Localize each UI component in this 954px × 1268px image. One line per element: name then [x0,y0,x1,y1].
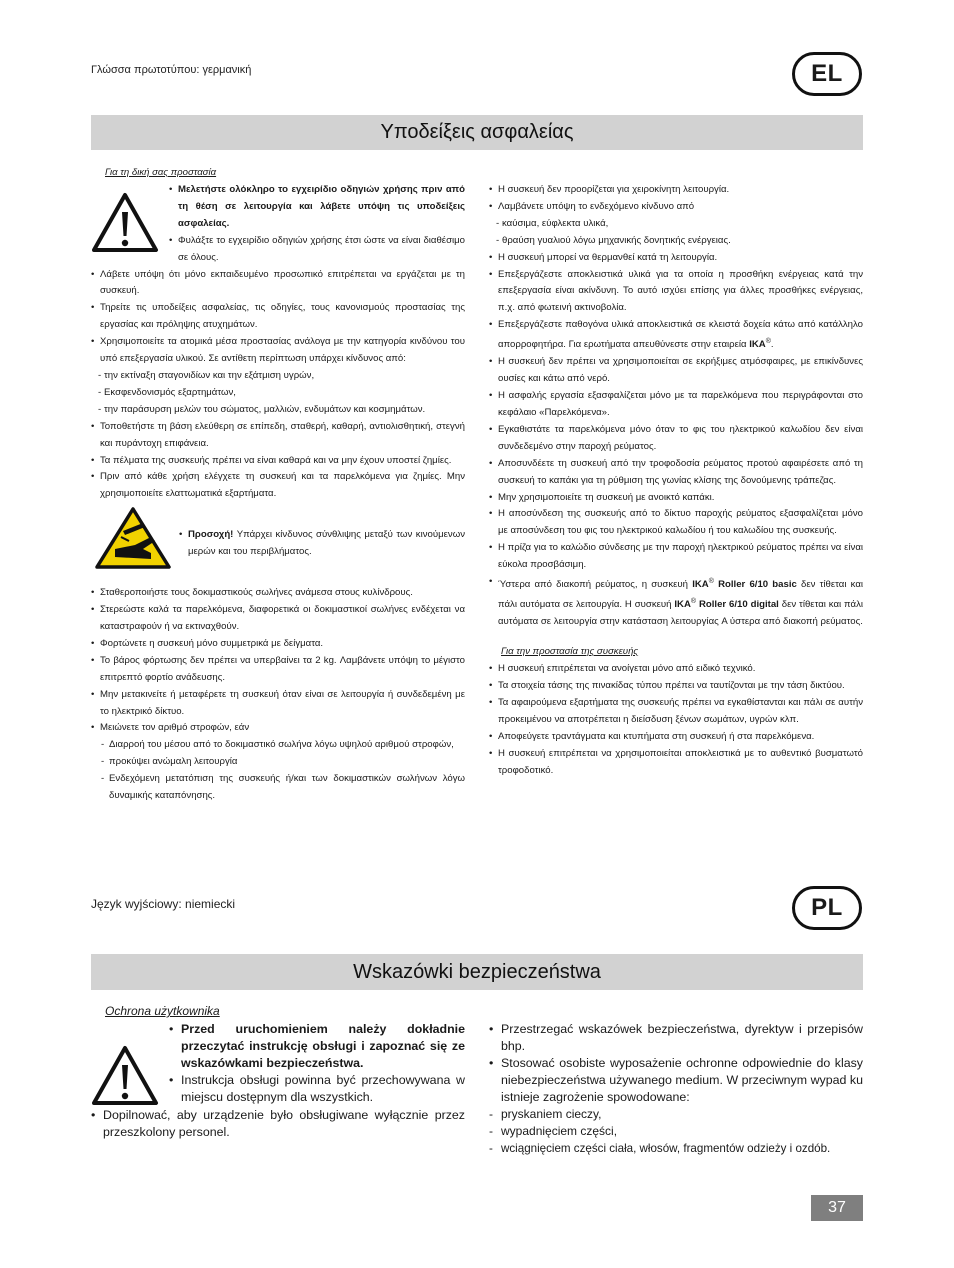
list-item: • Η συσκευή επιτρέπεται να χρησιμοποιείται αποκλειστικά με το αυθεντικό βυσματωτό τροφοδοτικό. [489,746,863,780]
list-item: • Η ασφαλής εργασία εξασφαλίζεται μόνο με τα παρελκόμενα που περιγράφονται στο κεφάλαιο «Παρελκόμενα». [489,388,863,422]
list-subitem: - Διαρροή του μέσου από το δοκιμαστικό σωλήνα λόγω υψηλού αριθμού στροφών, [91,737,465,754]
list-subitem: - προκύψει ανώμαλη λειτουργία [91,754,465,771]
list-item: • Τηρείτε τις υποδείξεις ασφαλείας, τις οδηγίες, τους κανονισμούς προστασίας της εργασίας και πρόληψης ατυχημάτων. [91,300,465,334]
list-item: • Przestrzegać wskazówek bezpieczeństwa, dyrektyw i przepisów bhp. [489,1021,863,1055]
pl-right-column [489,1021,863,1157]
list-item: • Φορτώνετε η συσκευή μόνο συμμετρικά με δείγματα. [91,636,465,653]
list-item: • Τα στοιχεία τάσης της πινακίδας τύπου πρέπει να ταυτίζονται με την τάση δικτύου. [489,678,863,695]
list-item: • Η συσκευή επιτρέπεται να ανοίγεται μόνο από ειδικό τεχνικό. [489,661,863,678]
list-subitem: - την εκτίναξη σταγονιδίων και την εξάτμιση υγρών, [91,368,465,385]
pl-language-note: Język wyjściowy: niemiecki [91,897,236,911]
list-subitem: - Ενδεχόμενη μετατόπιση της συσκευής ή/και των δοκιμαστικών σωλήνων λόγω δυναμικής καταπόνησης. [91,771,465,805]
list-item: • Λάβετε υπόψη ότι μόνο εκπαιδευμένο προσωπικό επιτρέπεται να εργάζεται με τη συσκευή. [91,267,465,301]
list-item: • Σταθεροποιήστε τους δοκιμαστικούς σωλήνες ανάμεσα στους κυλίνδρους. [91,585,465,602]
list-item: • Μειώνετε τον αριθμό στροφών, εάν [91,720,465,737]
el-language-note: Γλώσσα πρωτοτύπου: γερμανική [91,64,252,76]
list-item: • Το βάρος φόρτωσης δεν πρέπει να υπερβαίνει τα 2 kg. Λαμβάνετε υπόψη το μέγιστο επιτρεπτό φορτίο ανάδευσης. [91,653,465,687]
list-item: • Στερεώστε καλά τα παρελκόμενα, διαφορετικά οι δοκιμαστικοί σωλήνες ενδέχεται να καταστραφούν ή να εκτιναχθούν. [91,602,465,636]
list-item: • Dopilnować, aby urządzenie było obsługiwane wyłącznie przez przeszkolony personel. [91,1107,465,1141]
list-item: • Αποφεύγετε τραντάγματα και κτυπήματα στη συσκευή ή στα παρελκόμενα. [489,729,863,746]
pl-warning-read-manual: • Przed uruchomieniem należy dokładnie przeczytać instrukcję obsługi i zapoznać się ze wskazówkami bezpieczeństwa. [169,1021,465,1072]
list-item: • Η πρίζα για το καλώδιο σύνδεσης με την παροχή ηλεκτρικού ρεύματος πρέπει να είναι εύκολα προσβάσιμη. [489,540,863,574]
el-section-device-protection: Για την προστασία της συσκευής [501,646,639,658]
list-subitem: - καύσιμα, εύφλεκτα υλικά, [489,216,863,233]
list-item: • Η συσκευή μπορεί να θερμανθεί κατά τη λειτουργία. [489,250,863,267]
hand-crush-warning-icon [91,507,179,573]
el-language-badge: EL [792,52,862,96]
page-number: 37 [811,1195,863,1221]
list-item: • Χρησιμοποιείτε τα ατομικά μέσα προστασίας ανάλογα με την κατηγορία κινδύνου του υπό επεξεργασία υλικού. Σε αντίθετη περίπτωση υπάρχει κίνδυνος από: [91,334,465,368]
list-item: • Επεξεργάζεστε παθογόνα υλικά αποκλειστικά σε κλειστά δοχεία κάτω από κατάλληλο απορροφητήρα. Για ερωτήματα απευθύνεστε στην εταιρεία IKA®. [489,317,863,354]
list-subitem: - wypadnięciem części, [489,1123,863,1140]
list-item: • Αποσυνδέετε τη συσκευή από την τροφοδοσία ρεύματος προτού αφαιρέσετε από τη συσκευή το καπάκι για τη ρύθμιση της γωνίας κλίσης της δονούμενης τράπεζας. [489,456,863,490]
el-warning-read-manual: • Μελετήστε ολόκληρο το εγχειρίδιο οδηγιών χρήσης πριν από τη θέση σε λειτουργία και λάβετε υπόψη τις υποδείξεις ασφαλείας. [169,182,465,233]
list-item: • Εγκαθιστάτε τα παρελκόμενα μόνο όταν το φις του ηλεκτρικού καλωδίου δεν είναι συνδεδεμένο στην παροχή ρεύματος. [489,422,863,456]
el-title-bar [91,115,863,150]
pl-page-title: Wskazówki bezpieczeństwa [353,960,601,983]
list-item: • Η αποσύνδεση της συσκευής από το δίκτυο παροχής ρεύματος εξασφαλίζεται μόνο με αποσύνδεση του φις του ηλεκτρικού καλωδίου ή του καλωδίου της συσκευής. [489,506,863,540]
list-item: • Μην μετακινείτε ή μεταφέρετε τη συσκευή όταν είναι σε λειτουργία ή συνδεδεμένη με το ηλεκτρικό δίκτυο. [91,687,465,721]
el-right-column [489,182,863,779]
el-section-user-protection: Για τη δική σας προστασία [105,167,217,178]
list-item: • Επεξεργάζεστε αποκλειστικά υλικά για τα οποία η προσθήκη ενέργειας κατά την επεξεργασία είναι ακίνδυνη. Το αυτό ισχύει επίσης για άλλες προσθήκες ενέργειας, π.χ. από φωτεινή ακτινοβολία. [489,267,863,318]
warning-triangle-icon [91,182,169,267]
list-item: • Μην χρησιμοποιείτε τη συσκευή με ανοικτό καπάκι. [489,490,863,507]
list-item: • Τα πέλματα της συσκευής πρέπει να είναι καθαρά και να μην έχουν υποστεί ζημίες. [91,453,465,470]
list-item: • Λαμβάνετε υπόψη το ενδεχόμενο κίνδυνο από [489,199,863,216]
list-item: • Τα αφαιρούμενα εξαρτήματα της συσκευής πρέπει να εγκαθίστανται και πάλι σε αυτήν προκειμένου να αποτρέπεται η διείσδυση ξένων σωμάτων, υγρών κλπ. [489,695,863,729]
list-item: • Stosować osobiste wyposażenie ochronne odpowiednie do klasy niebezpieczeństwa używanego medium. W przeciwnym wypad ku istnieje zagrożenie spowodowane: [489,1055,863,1106]
list-item: • Η συσκευή δεν προορίζεται για χειροκίνητη λειτουργία. [489,182,863,199]
list-item: • Τοποθετήστε τη βάση ελεύθερη σε επίπεδη, σταθερή, καθαρή, αντιολισθητική, στεγνή και πυράντοχη επιφάνεια. [91,419,465,453]
list-item: • Πριν από κάθε χρήση ελέγχετε τη συσκευή και τα παρελκόμενα για ζημίες. Μην χρησιμοποιείτε ελαττωματικά εξαρτήματα. [91,469,465,503]
el-left-column [91,166,465,805]
list-subitem: - wciągnięciem części ciała, włosów, fragmentów odzieży i ozdób. [489,1140,863,1157]
pl-warning-keep-manual: • Instrukcja obsługi powinna być przechowywana w miejscu dostępnym dla wszystkich. [169,1072,465,1106]
pl-language-badge: PL [792,886,862,930]
warning-triangle-icon [91,1021,169,1107]
list-subitem: - θραύση γυαλιού λόγω μηχανικής δονητικής ενέργειας. [489,233,863,250]
list-subitem: - pryskaniem cieczy, [489,1106,863,1123]
pl-section-user-protection: Ochrona użytkownika [105,1004,220,1018]
el-caution-crush: • Προσοχή! Υπάρχει κίνδυνος σύνθλιψης μεταξύ των κινούμενων μερών και του περιβλήματος. [179,527,465,561]
pl-title-bar [91,954,863,990]
el-page-title: Υποδείξεις ασφαλείας [380,121,574,143]
pl-left-column [91,1003,465,1141]
el-warning-keep-manual: • Φυλάξτε το εγχειρίδιο οδηγιών χρήσης έτσι ώστε να είναι διαθέσιμο σε όλους. [169,233,465,267]
list-subitem: - την παράσυρση μελών του σώματος, μαλλιών, ενδυμάτων και κοσμημάτων. [91,402,465,419]
list-subitem: - Εκσφενδονισμός εξαρτημάτων, [91,385,465,402]
list-item: • Η συσκευή δεν πρέπει να χρησιμοποιείται σε εκρήξιμες ατμόσφαιρες, με επικίνδυνες ουσίες και κάτω από νερό. [489,354,863,388]
list-item: • Ύστερα από διακοπή ρεύματος, η συσκευή IKA® Roller 6/10 basic δεν τίθεται και πάλι αυτόματα σε λειτουργία. Η συσκευή IKA® Roller 6/10 digital δεν τίθεται και πάλι αυτόματα σε λειτουργία στην κατάσταση λειτουργίας A ύστερα από διακοπή ρεύματος. [489,574,863,631]
